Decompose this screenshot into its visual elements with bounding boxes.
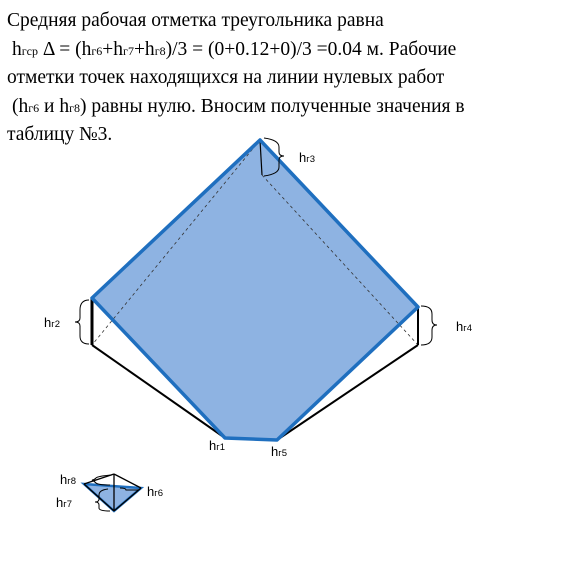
label-hr2: hг2 <box>44 315 60 330</box>
label-hr4: hг4 <box>456 319 472 334</box>
brace-hr4 <box>421 306 437 345</box>
text-line-2: hгср Δ = (hг6+hг7+hг8)/3 = (0+0.12+0)/3 =0.04 м. Рабочие <box>12 38 457 60</box>
small-triangle-fill <box>84 484 141 511</box>
label-hr8: hг8 <box>60 472 76 487</box>
brace-hr2 <box>75 300 89 344</box>
label-hr1: hг1 <box>209 438 225 453</box>
text-line-4: (hг6 и hг8) равны нулю. Вносим полученные значения в <box>12 95 465 117</box>
text-line-3: отметки точек находящихся на линии нулевых работ <box>7 67 445 88</box>
label-hr6: hг6 <box>147 484 163 499</box>
label-hr7: hг7 <box>56 495 72 510</box>
main-surface-polygon <box>92 140 418 440</box>
text-line-5: таблицу №3. <box>7 124 113 145</box>
text-line-1: Средняя рабочая отметка треугольника равна <box>7 10 384 31</box>
label-hr5: hг5 <box>271 444 287 459</box>
small-triangle-figure <box>56 472 163 511</box>
label-hr3: hг3 <box>299 150 315 165</box>
